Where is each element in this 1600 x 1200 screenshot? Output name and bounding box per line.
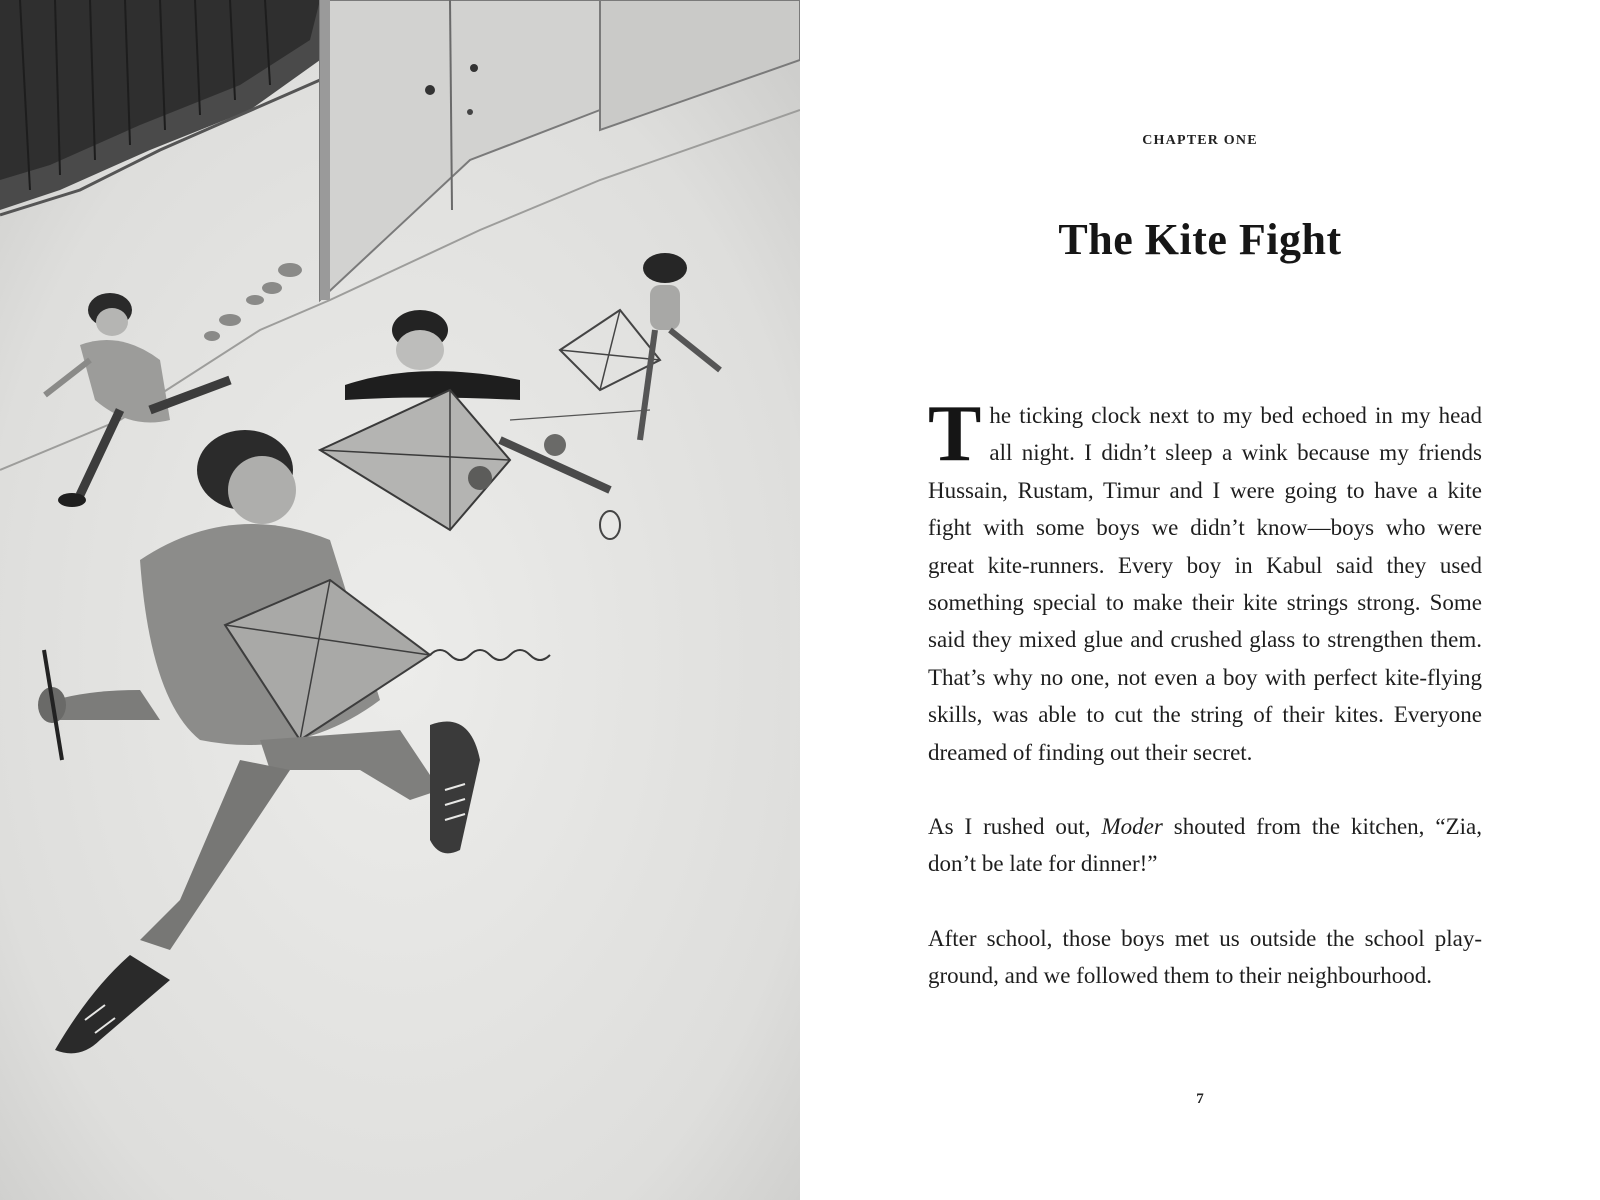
paragraph-3: [928, 920, 1482, 995]
paragraph-2-emphasis: Moder: [1101, 814, 1163, 840]
drop-cap: T: [928, 390, 982, 478]
paragraph-2-after: shouted from the kitchen, “Zia, don’t be late for dinner!”: [928, 814, 1482, 877]
paragraph-3-text: After school, those boys met us outside the school playground, and we followed them to their neighbourhood.: [928, 925, 1482, 989]
paragraph-1-text: he ticking clock next to my bed echoed in my head all night. I didn’t sleep a wink because my friends Hussain, Rustam, Timur and I were going to have a kite fight with some boys we didn’t know—boys who were great kite-runners. Every boy in Kabul said they used something special to make their kite strings strong. Some said they mixed glue and crushed glass to strengthen them. That’s why no one, not even a boy with perfect kite-flying skills, was able to cut the string of their kites. Everyone dreamed of finding out their secret.: [928, 403, 1482, 765]
chapter-label: CHAPTER ONE: [1142, 133, 1258, 148]
paragraph-2: [928, 808, 1482, 883]
page-number: 7: [1196, 1091, 1204, 1107]
chapter-title: The Kite Fight: [1058, 215, 1342, 264]
chapter-body: [928, 390, 1482, 995]
paragraph-1: [928, 390, 1482, 771]
text-page: [800, 0, 1600, 1200]
paragraph-2-before: As I rushed out,: [928, 814, 1102, 840]
